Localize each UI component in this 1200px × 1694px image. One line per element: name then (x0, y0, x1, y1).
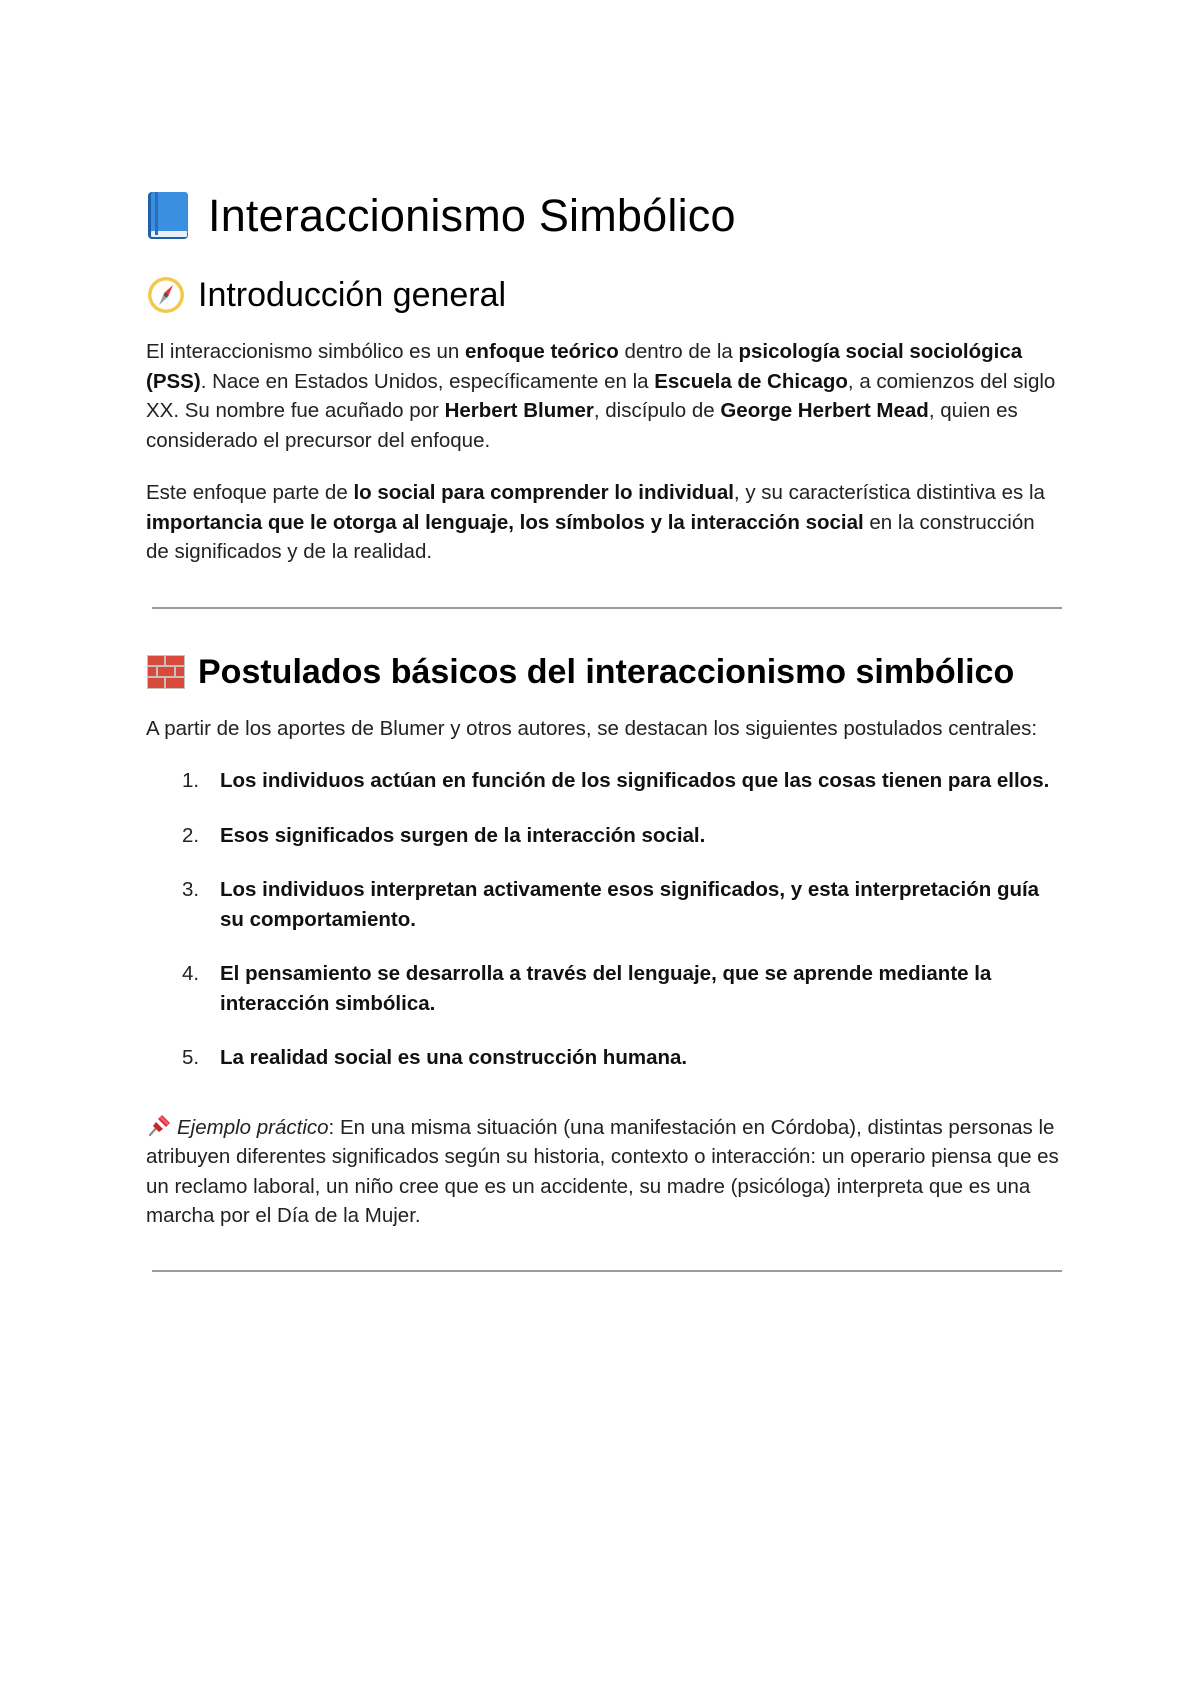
text-run: . Nace en Estados Unidos, específicamente en la (200, 369, 655, 393)
postulate-number: 5. (182, 1046, 200, 1069)
brick-icon (146, 652, 186, 692)
postulate-number: 3. (182, 878, 200, 901)
postulate-number: 1. (182, 769, 200, 792)
document-content (146, 188, 1061, 1272)
bold-term: Escuela de Chicago (654, 369, 848, 393)
intro-paragraph-1 (146, 337, 1061, 455)
text-run: Este enfoque parte de (146, 481, 354, 504)
bold-term: lo social para comprender lo individual (353, 481, 734, 504)
postulates-lead: A partir de los aportes de Blumer y otros autores, se destacan los siguientes postulados centrales: (146, 716, 1038, 740)
postulate-text: Los individuos actúan en función de los significados que las cosas tienen para ellos. (220, 769, 1050, 792)
bold-term: psicología social sociológica (PSS) (146, 340, 1023, 393)
postulate-number: 4. (182, 962, 200, 985)
postulate-text: Los individuos interpretan activamente esos significados, y esta interpretación guía su comportamiento. (220, 878, 1040, 931)
compass-icon (146, 275, 186, 315)
intro-paragraph-2 (146, 478, 1061, 567)
example-label: Ejemplo práctico (177, 1115, 329, 1139)
postulate-text: Esos significados surgen de la interacción social. (220, 823, 706, 847)
pushpin-icon (146, 1113, 172, 1137)
postulate-item (146, 821, 1061, 851)
bold-term: Herbert Blumer (444, 399, 594, 422)
bold-term: George Herbert Mead (720, 399, 929, 422)
text-run: , discípulo de (593, 399, 721, 422)
postulate-text: La realidad social es una construcción humana. (220, 1046, 688, 1069)
postulate-number: 2. (182, 823, 200, 847)
bold-term: importancia que le otorga al lenguaje, los símbolos y la interacción social (146, 510, 864, 534)
postulate-item (146, 959, 1061, 1018)
example-paragraph (146, 1113, 1061, 1231)
intro-heading (146, 274, 1061, 316)
blue-book-icon (146, 191, 190, 241)
postulates-heading (146, 651, 1061, 693)
text-run: El interaccionismo simbólico es un (146, 340, 466, 363)
section-divider-bottom (152, 1270, 1062, 1272)
postulate-text: El pensamiento se desarrolla a través del lenguaje, que se aprende mediante la interacción simbólica. (220, 962, 992, 1015)
bold-term: enfoque teórico (465, 340, 619, 363)
section-divider (152, 607, 1062, 609)
postulates-heading-text: Postulados básicos del interaccionismo simbólico (198, 652, 1015, 691)
postulate-item (146, 1043, 1061, 1073)
document-title-text: Interaccionismo Simbólico (208, 190, 736, 241)
postulates-list (146, 766, 1061, 1073)
example-text: : En una misma situación (una manifestación en Córdoba), distintas personas le atribuyen diferentes significados según su historia, contexto o interacción: un operario piensa que es un reclamo laboral, un niño cree que es un accidente, su madre (psicóloga) interpreta que es una marcha por el Día de la Mujer. (146, 1115, 1059, 1227)
document-title (146, 188, 1061, 244)
intro-heading-text: Introducción general (198, 276, 507, 314)
text-run: , quien es considerado el precursor del enfoque. (146, 399, 1018, 452)
text-run: en la construcción de significados y de la realidad. (146, 510, 1035, 563)
postulate-item (146, 766, 1061, 796)
postulate-item (146, 875, 1061, 934)
text-run: , y su característica distintiva es la (733, 481, 1045, 504)
text-run: , a comienzos del siglo XX. Su nombre fue acuñado por (146, 369, 1056, 422)
text-run: dentro de la (618, 340, 739, 363)
